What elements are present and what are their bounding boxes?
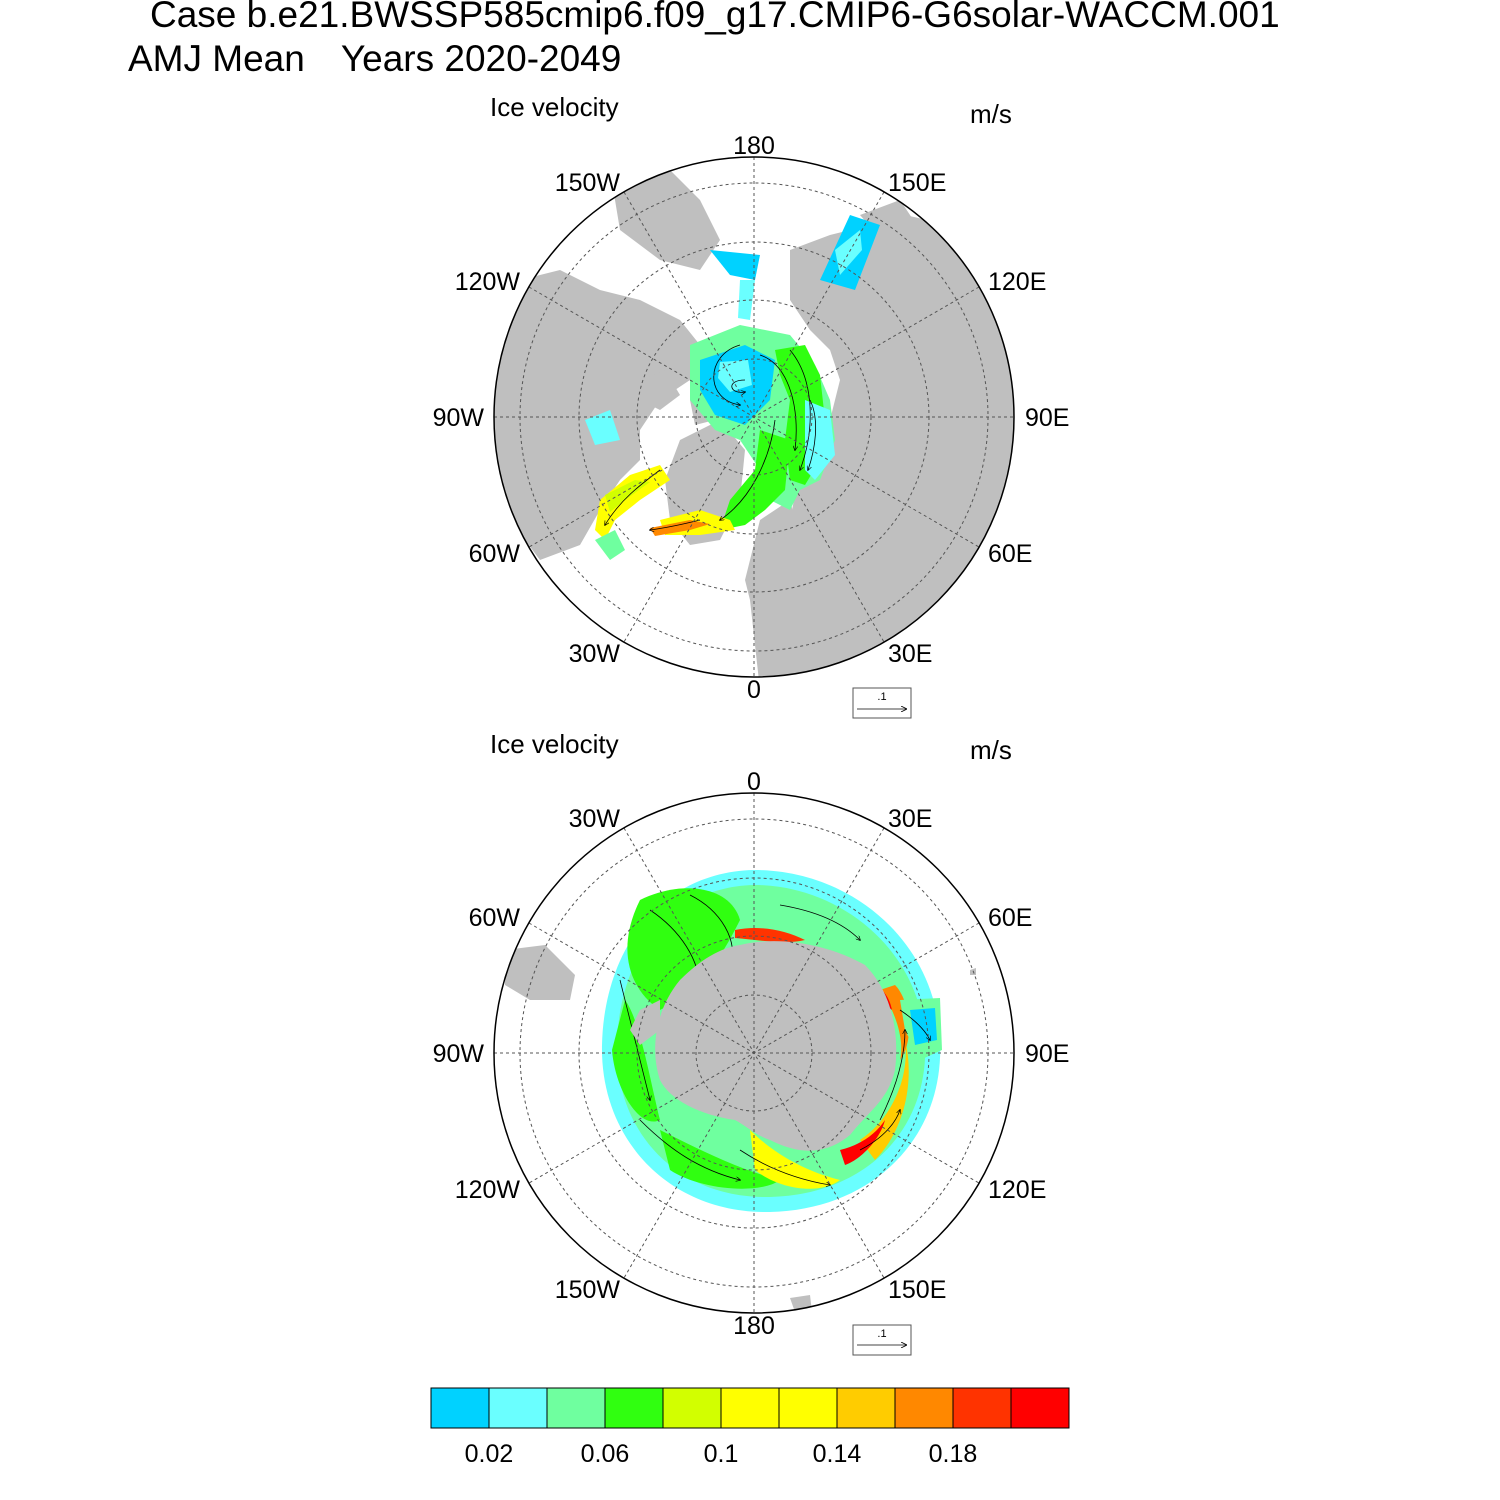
colorbar-swatch [547, 1388, 605, 1428]
south-polar-map [433, 768, 1070, 1355]
south-lon-label-top: 0 [747, 768, 761, 796]
colorbar-tick-label: 0.18 [928, 1440, 978, 1468]
south-lon-label-bottom: 180 [733, 1312, 775, 1340]
south-lon-label-120e: 120E [988, 1176, 1047, 1204]
colorbar-swatch [663, 1388, 721, 1428]
colorbar-swatch [837, 1388, 895, 1428]
north-reference-vector-label: .1 [877, 691, 887, 703]
north-lon-label-60e: 60E [988, 540, 1033, 568]
panel-north-title: Ice velocity [490, 92, 619, 122]
colorbar-swatch [895, 1388, 953, 1428]
colorbar-tick-label: 0.02 [464, 1440, 514, 1468]
south-lon-label-60e: 60E [988, 904, 1033, 932]
south-lon-label-120w: 120W [454, 1176, 520, 1204]
colorbar-swatch [605, 1388, 663, 1428]
south-lon-label-left: 90W [432, 1040, 484, 1068]
panel-south-title: Ice velocity [490, 729, 619, 759]
north-lon-label-top: 180 [733, 132, 775, 160]
north-lon-label-150w: 150W [554, 169, 620, 197]
colorbar-tick-label: 0.1 [703, 1440, 739, 1468]
south-reference-vector [853, 1325, 911, 1355]
panel-north-units: m/s [970, 99, 1012, 129]
north-lon-label-bottom: 0 [747, 676, 761, 704]
north-reference-vector [853, 688, 911, 718]
north-lon-label-60w: 60W [468, 540, 520, 568]
south-lon-label-150w: 150W [554, 1276, 620, 1304]
south-lon-label-right: 90E [1025, 1040, 1070, 1068]
colorbar-tick-label: 0.06 [580, 1440, 630, 1468]
colorbar-swatch [489, 1388, 547, 1428]
north-lon-label-30w: 30W [568, 640, 620, 668]
colorbar-swatch [431, 1388, 489, 1428]
colorbar-tick-label: 0.14 [812, 1440, 862, 1468]
colorbar-swatch [1011, 1388, 1069, 1428]
south-lon-label-30w: 30W [568, 805, 620, 833]
north-lon-label-150e: 150E [888, 169, 947, 197]
south-lon-label-150e: 150E [888, 1276, 947, 1304]
colorbar [431, 1388, 1069, 1468]
colorbar-swatch [721, 1388, 779, 1428]
panel-south-units: m/s [970, 735, 1012, 765]
south-lon-label-60w: 60W [468, 904, 520, 932]
north-lon-label-120w: 120W [454, 268, 520, 296]
north-lon-label-right: 90E [1025, 404, 1070, 432]
season-label: AMJ Mean [128, 38, 305, 79]
colorbar-swatch [953, 1388, 1011, 1428]
years-label: Years 2020-2049 [340, 38, 622, 79]
colorbar-swatch [779, 1388, 837, 1428]
north-polar-map [433, 132, 1070, 718]
south-reference-vector-label: .1 [877, 1328, 887, 1340]
figure-case-title: Case b.e21.BWSSP585cmip6.f09_g17.CMIP6-G6solar-WACCM.001 [150, 0, 1280, 35]
north-lon-label-120e: 120E [988, 268, 1047, 296]
north-lon-label-left: 90W [432, 404, 484, 432]
north-lon-label-30e: 30E [888, 640, 933, 668]
south-lon-label-30e: 30E [888, 805, 933, 833]
